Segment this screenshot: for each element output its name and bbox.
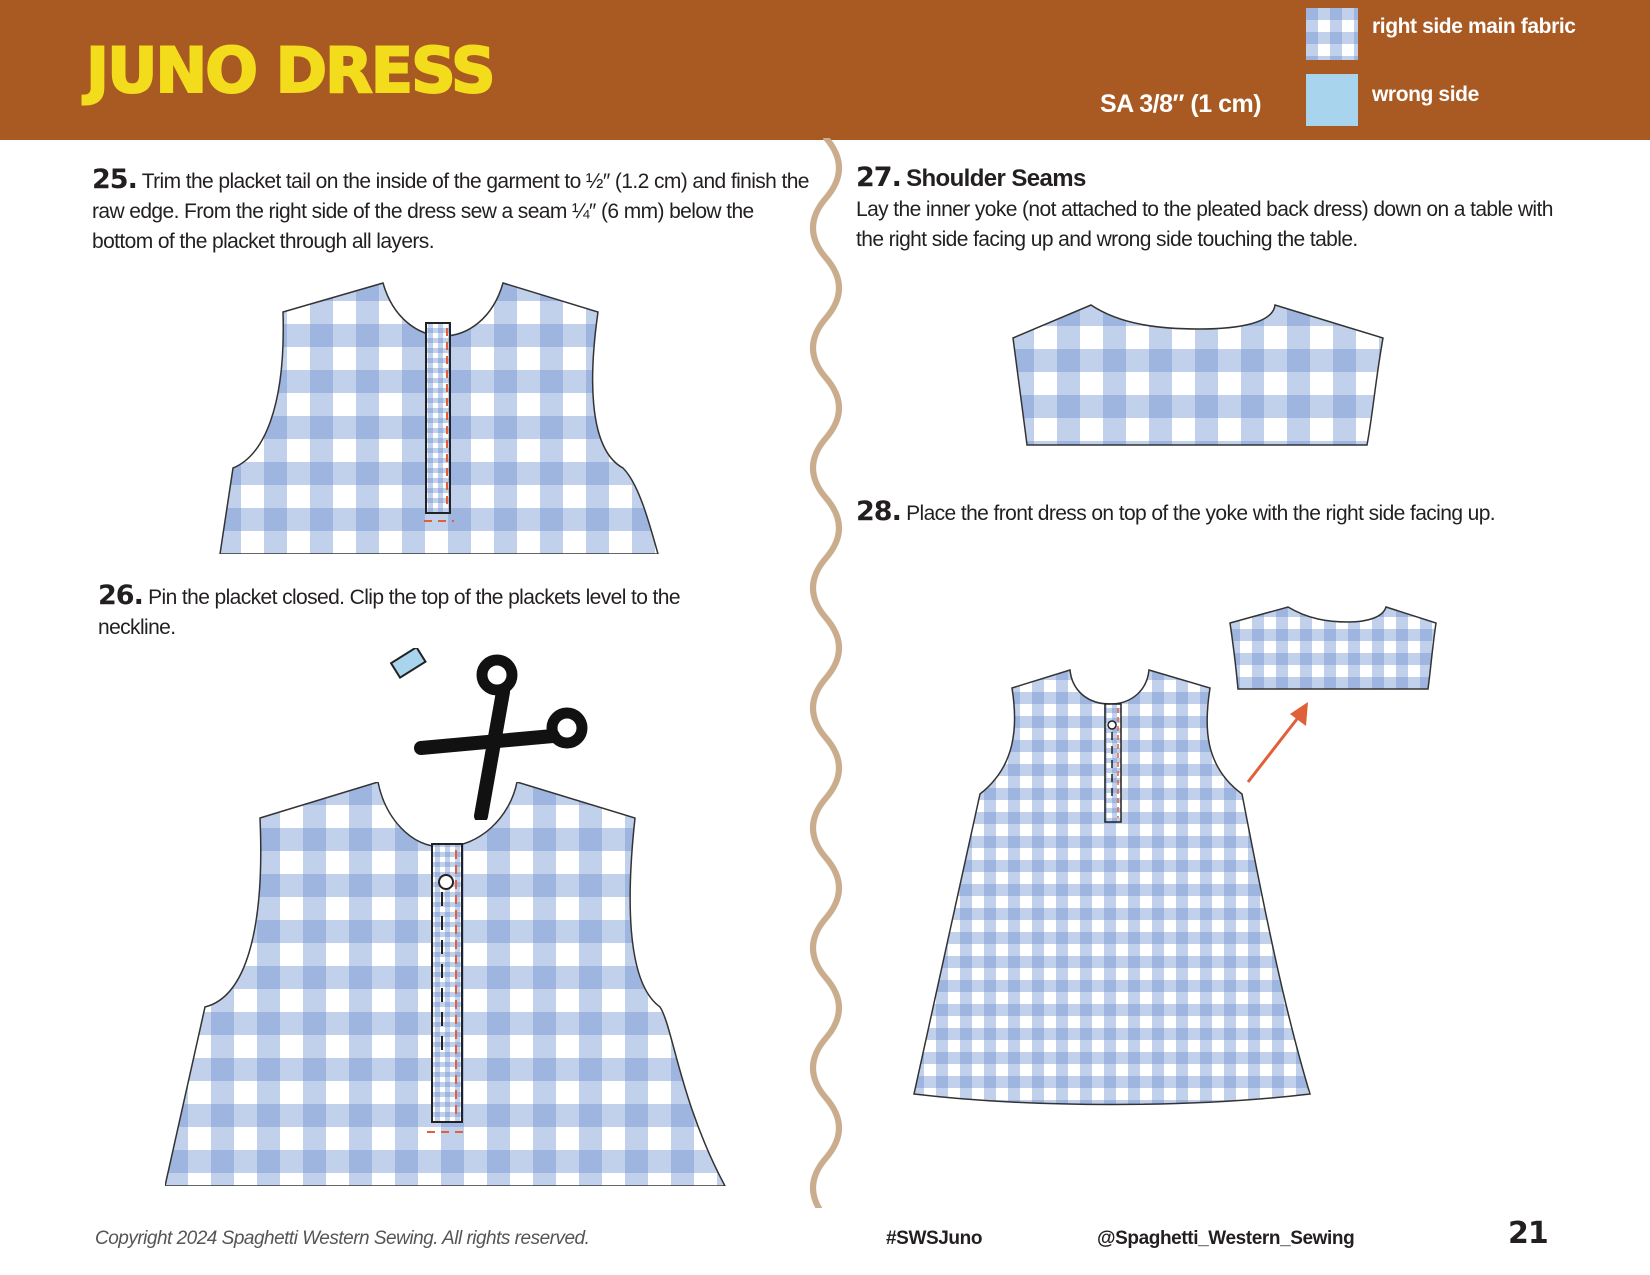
page-number: 21 bbox=[1508, 1216, 1548, 1251]
step-26 bbox=[98, 581, 758, 643]
step-number: 28. bbox=[856, 496, 901, 527]
legend-swatch-wrong-side bbox=[1306, 74, 1358, 126]
step-title: Shoulder Seams bbox=[906, 165, 1086, 192]
legend-swatch-right-side bbox=[1306, 8, 1358, 60]
step-text: Place the front dress on top of the yoke with the right side facing up. bbox=[906, 502, 1496, 525]
yoke-illustration-step-27 bbox=[1011, 303, 1385, 449]
bodice-illustration-step-26 bbox=[165, 782, 730, 1188]
social-handle: @Spaghetti_Western_Sewing bbox=[1097, 1228, 1355, 1249]
page-title: JUNO DRESS bbox=[86, 34, 494, 107]
step-number: 26. bbox=[98, 580, 143, 611]
seam-allowance-note: SA 3/8″ (1 cm) bbox=[1100, 90, 1262, 118]
bodice-illustration-step-25 bbox=[218, 278, 664, 556]
step-text: Trim the placket tail on the inside of the garment to ½″ (1.2 cm) and finish the raw edge. From the right side of the dress sew a seam ¼″ (6 mm) below the bottom of the placket through all layers. bbox=[92, 170, 809, 253]
step-text: Pin the placket closed. Clip the top of the plackets level to the neckline. bbox=[98, 586, 680, 639]
step-number: 27. bbox=[856, 162, 901, 193]
trimmed-placket-piece bbox=[391, 648, 425, 678]
step-27 bbox=[856, 163, 1576, 255]
legend-label-wrong-side: wrong side bbox=[1372, 83, 1479, 106]
step-text: Lay the inner yoke (not attached to the pleated back dress) down on a table with the right side facing up and wrong side touching the table. bbox=[856, 198, 1553, 251]
legend-label-right-side: right side main fabric bbox=[1372, 15, 1576, 38]
copyright-notice: Copyright 2024 Spaghetti Western Sewing. All rights reserved. bbox=[95, 1228, 590, 1249]
wavy-divider bbox=[806, 138, 846, 1208]
front-dress-illustration-step-28 bbox=[912, 668, 1312, 1112]
step-number: 25. bbox=[92, 164, 137, 195]
hashtag: #SWSJuno bbox=[886, 1228, 983, 1249]
step-28 bbox=[856, 497, 1576, 529]
header-bar bbox=[0, 0, 1650, 140]
step-25 bbox=[92, 165, 812, 257]
